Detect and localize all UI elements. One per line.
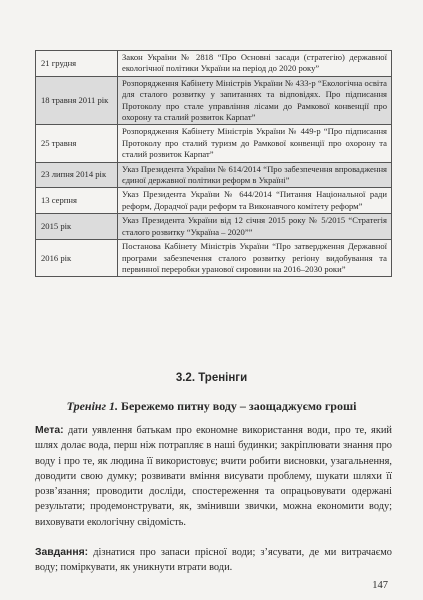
table-cell-date: 21 грудня [36,51,118,77]
table-cell-description: Закон України № 2818 “Про Основні засади (стратегію) державної екологічної політики України на період до 2020 року” [118,51,392,77]
table-row [36,240,392,277]
legislation-table [35,50,392,277]
table-cell-description: Указ Президента України від 12 січня 2015 року № 5/2015 “Стратегія сталого розвитку “Україна – 2020”” [118,214,392,240]
training-title-text: Бережемо питну воду – заощаджуємо гроші [121,399,357,413]
goal-text: дати уявлення батькам про економне використання води, про те, який шлях долає вода, перш ніж потрапляє в наші будинки; закріплювати знання про воду і про те, як людина її використовує; вчити робити висновки, узагальнення, доводити свою думку; розвивати вміння висувати проблему, шукати шляхи її розв’язання; проводити досліди, спостереження та опрацьовувати одержані результати; продемонструвати, як, змінивши звички, можна економити воду; виховувати екологічну свідомість. [35,425,392,528]
table-cell-date: 2016 рік [36,240,118,277]
table-cell-description: Постанова Кабінету Міністрів України “Про затвердження Державної програми забезпечення сталого розвитку регіону видобування та первинної переробки уранової сировини на 2016–2030 роки” [118,240,392,277]
section-heading: 3.2. Тренінги [175,372,248,384]
table-row [36,51,392,77]
table-cell-description: Указ Президента України № 644/2014 “Питання Національної ради реформ, Дорадчої ради реформ та Виконавчого комітету реформ” [118,188,392,214]
table-cell-date: 18 травня 2011 рік [36,76,118,125]
table-row [36,214,392,240]
training-label: Тренінг 1. [66,399,119,413]
page-number: 147 [372,580,388,591]
table-cell-description: Розпорядження Кабінету Міністрів України № 433-р “Екологічна освіта для сталого розвитку у запитаннях та відповідях. Про підписання Протоколу про стале управління лісами до Рамкової конвенції про охорону та сталий розвиток Карпат” [118,76,392,125]
table-row [36,76,392,125]
tasks-text: дізнатися про запаси прісної води; з’ясувати, де ми витрачаємо воду; поміркувати, як уникнути втрати води. [35,547,392,574]
table-cell-date: 25 травня [36,125,118,162]
table-cell-description: Розпорядження Кабінету Міністрів України № 449-р “Про підписання Протоколу про сталий туризм до Рамкової конвенції про охорону та сталий розвиток Карпат” [118,125,392,162]
table-cell-description: Указ Президента України № 614/2014 “Про забезпечення впровадження єдиної державної політики реформ в Україні” [118,162,392,188]
training-heading [0,399,423,414]
goal-label: Мета: [35,425,64,436]
goal-paragraph [35,423,392,530]
table-cell-date: 13 серпня [36,188,118,214]
table-row [36,188,392,214]
tasks-paragraph [35,545,392,576]
table-cell-date: 23 липня 2014 рік [36,162,118,188]
table-cell-date: 2015 рік [36,214,118,240]
table-row [36,162,392,188]
table-row [36,125,392,162]
tasks-label: Завдання: [35,547,89,558]
